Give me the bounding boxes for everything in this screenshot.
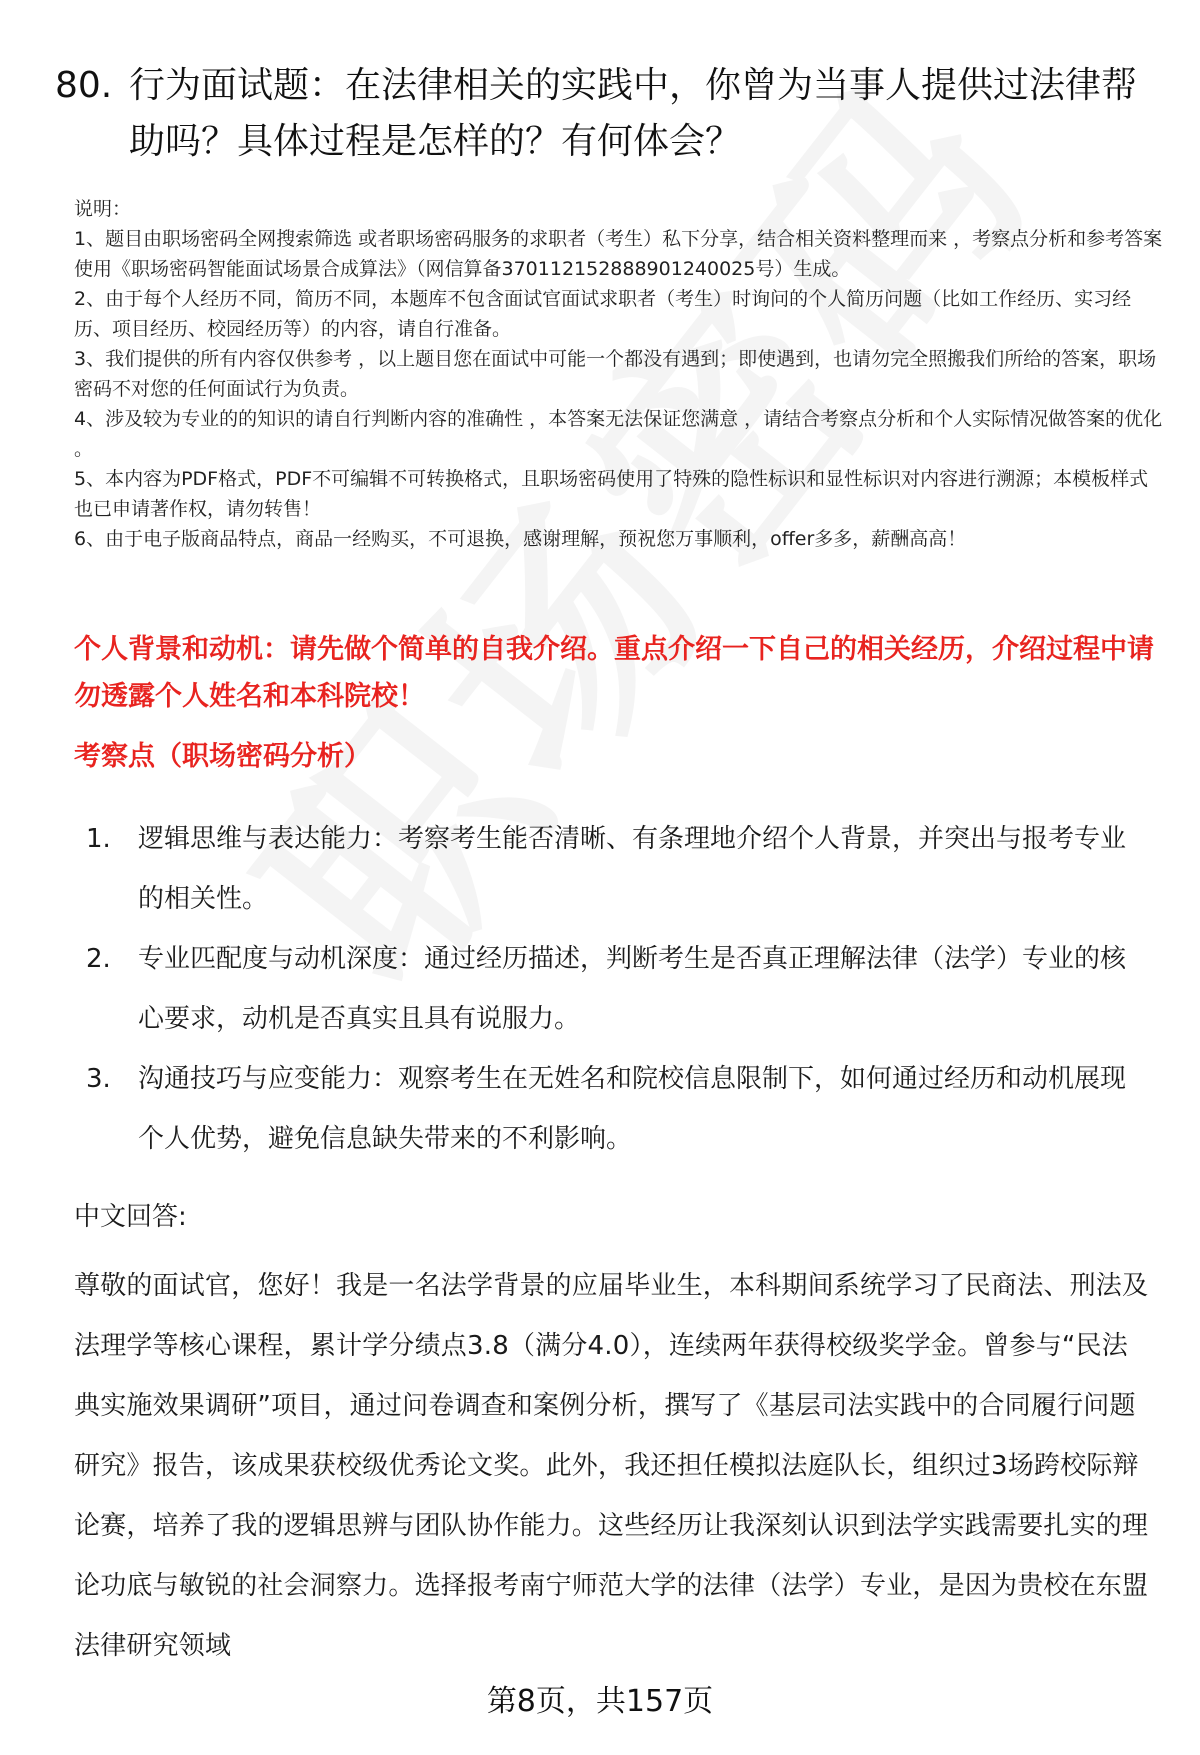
list-item	[74, 1049, 1154, 1169]
notes-block	[74, 194, 1164, 554]
notes-item: 6、由于电子版商品特点，商品一经购买，不可退换，感谢理解，预祝您万事顺利，offer多多，薪酬高高！	[74, 528, 967, 550]
list-item	[74, 809, 1154, 929]
list-item-number: 1.	[86, 824, 111, 854]
list-item-text: 专业匹配度与动机深度：通过经历描述，判断考生是否真正理解法律（法学）专业的核心要求，动机是否真实且具有说服力。	[138, 944, 1127, 1034]
answer-text: 尊敬的面试官，您好！我是一名法学背景的应届毕业生，本科期间系统学习了民商法、刑法及法理学等核心课程，累计学分绩点3.8（满分4.0），连续两年获得校级奖学金。曾参与“民法典实施效果调研”项目，通过问卷调查和案例分析，撰写了《基层司法实践中的合同履行问题研究》报告，该成果获校级优秀论文奖。此外，我还担任模拟法庭队长，组织过3场跨校际辩论赛，培养了我的逻辑思辨与团队协作能力。这些经历让我深刻认识到法学实践需要扎实的理论功底与敏锐的社会洞察力。选择报考南宁师范大学的法律（法学）专业，是因为贵校在东盟法律研究领域	[74, 1271, 1149, 1661]
page-footer: 第8页，共157页	[486, 1684, 714, 1719]
section-subheading: 考察点（职场密码分析）	[74, 741, 371, 772]
notes-item: 5、本内容为PDF格式，PDF不可编辑不可转换格式，且职场密码使用了特殊的隐性标识和显性标识对内容进行溯源；本模板样式也已申请著作权，请勿转售！	[74, 468, 1149, 520]
section-heading: 个人背景和动机：请先做个简单的自我介绍。重点介绍一下自己的相关经历，介绍过程中请勿透露个人姓名和本科院校！	[74, 634, 1154, 712]
notes-item: 1、题目由职场密码全网搜索筛选 或者职场密码服务的求职者（考生）私下分享，结合相关资料整理而来 ，考察点分析和参考答案使用《职场密码智能面试场景合成算法》（网信算备370112152888901240025号）生成。	[74, 228, 1163, 280]
question-text: 行为面试题：在法律相关的实践中，你曾为当事人提供过法律帮助吗？具体过程是怎样的？有何体会？	[129, 65, 1138, 162]
answer-label: 中文回答:	[74, 1202, 187, 1232]
notes-title: 说明：	[74, 198, 132, 220]
list-item-number: 2.	[86, 944, 111, 974]
assessment-points-list	[74, 809, 1154, 1169]
list-item	[74, 929, 1154, 1049]
list-item-text: 沟通技巧与应变能力：观察考生在无姓名和院校信息限制下，如何通过经历和动机展现个人优势，避免信息缺失带来的不利影响。	[138, 1064, 1127, 1154]
notes-item: 3、我们提供的所有内容仅供参考 ，以上题目您在面试中可能一个都没有遇到；即使遇到，也请勿完全照搬我们所给的答案，职场密码不对您的任何面试行为负责。	[74, 348, 1157, 400]
list-item-text: 逻辑思维与表达能力：考察考生能否清晰、有条理地介绍个人背景，并突出与报考专业的相关性。	[138, 824, 1127, 914]
list-item-number: 3.	[86, 1064, 111, 1094]
question-title	[55, 58, 1155, 170]
notes-item: 2、由于每个人经历不同，简历不同，本题库不包含面试官面试求职者（考生）时询问的个人简历问题（比如工作经历、实习经历、项目经历、校园经历等）的内容，请自行准备。	[74, 288, 1132, 340]
question-number: 80.	[55, 65, 113, 106]
notes-item: 4、涉及较为专业的的知识的请自行判断内容的准确性 ，本答案无法保证您满意 ，请结合考察点分析和个人实际情况做答案的优化 。	[74, 408, 1163, 460]
